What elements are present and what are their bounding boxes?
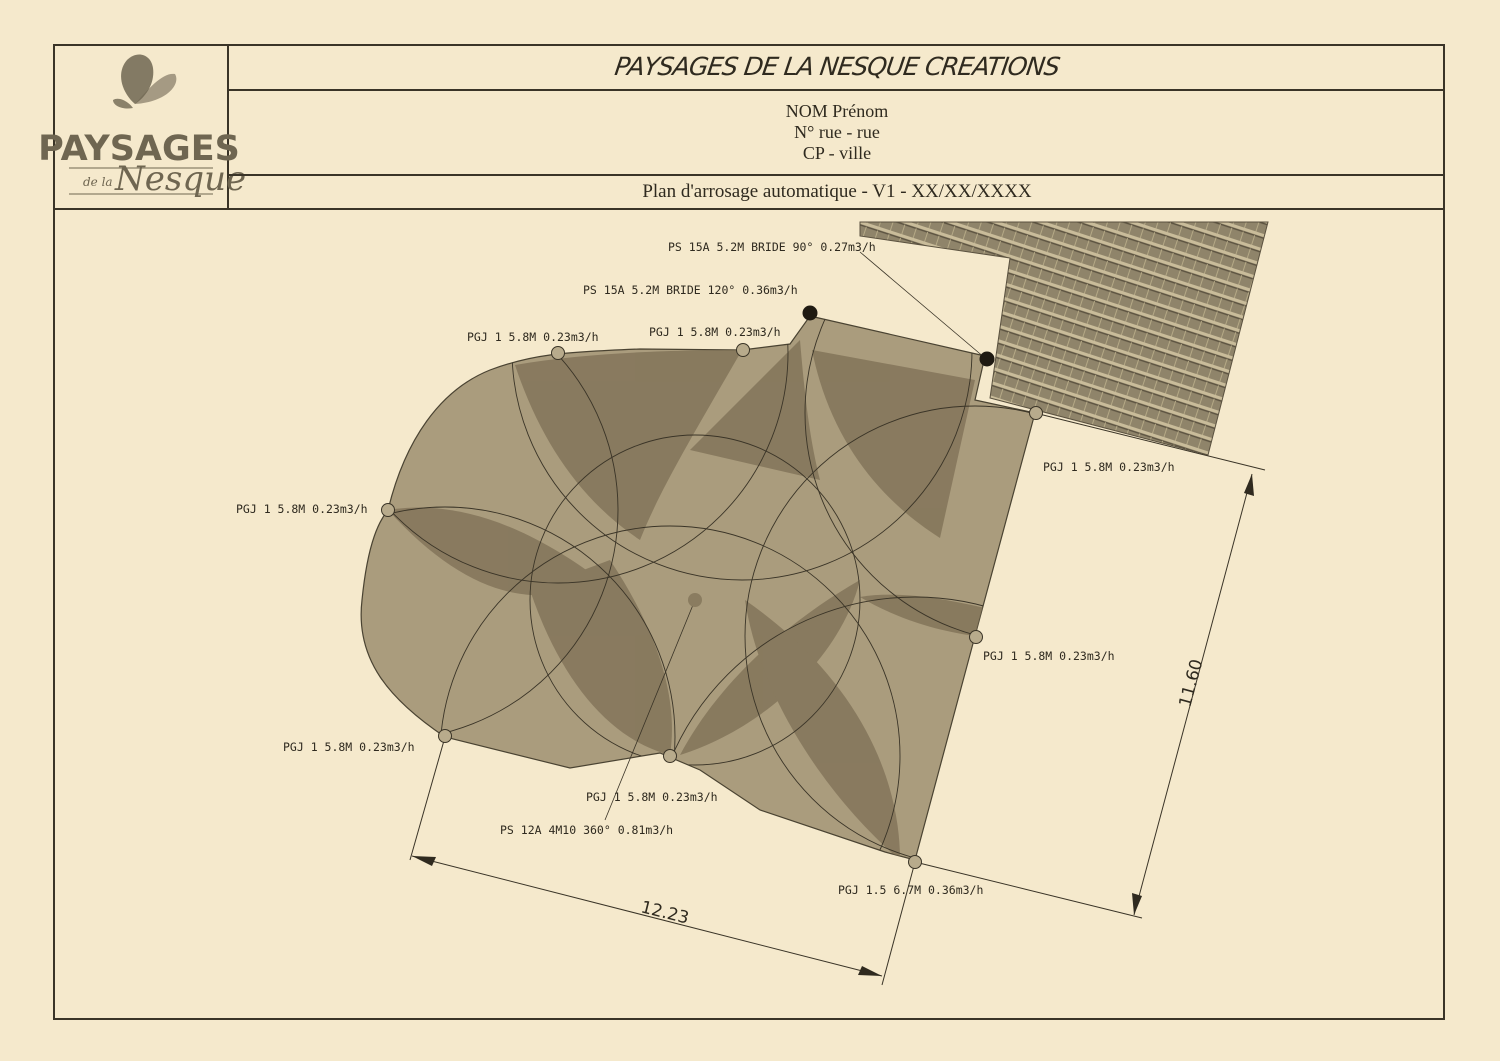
sprinkler-pgj-bottom-left: [439, 730, 452, 743]
label-ps15a-90: PS 15A 5.2M BRIDE 90° 0.27m3/h: [668, 240, 876, 254]
sprinkler-ps15a-90: [980, 352, 995, 367]
plan-title: Plan d'arrosage automatique - V1 - XX/XX/XXXX: [642, 181, 1032, 202]
label-ps15a-120: PS 15A 5.2M BRIDE 120° 0.36m3/h: [583, 283, 798, 297]
company-name: PAYSAGES DE LA NESQUE CREATIONS: [612, 52, 1062, 81]
sprinkler-pgj-left: [382, 504, 395, 517]
logo-word: PAYSAGES: [38, 129, 240, 169]
label-pgj-top-mid: PGJ 1 5.8M 0.23m3/h: [649, 325, 781, 339]
sprinkler-pgj-bottom-right: [909, 856, 922, 869]
label-pgj-top-left: PGJ 1 5.8M 0.23m3/h: [467, 330, 599, 344]
sprinkler-ps15a-120: [803, 306, 818, 321]
dimension-height: 11.60: [1175, 657, 1208, 710]
sprinkler-ps12a-center: [688, 593, 702, 607]
label-pgj-bottom-mid: PGJ 1 5.8M 0.23m3/h: [586, 790, 718, 804]
sprinkler-pgj-right-mid: [970, 631, 983, 644]
label-pgj-bottom-right: PGJ 1.5 6.7M 0.36m3/h: [838, 883, 984, 897]
dimension-width: 12.23: [638, 897, 691, 929]
client-city: CP - ville: [802, 143, 872, 163]
logo-small-text: de la: [83, 175, 113, 189]
sprinkler-pgj-bottom-mid: [664, 750, 677, 763]
client-name: NOM Prénom: [785, 101, 889, 121]
label-pgj-right-mid: PGJ 1 5.8M 0.23m3/h: [983, 649, 1115, 663]
client-street: N° rue - rue: [794, 122, 880, 142]
sprinkler-pgj-right-top: [1030, 407, 1043, 420]
label-ps12a: PS 12A 4M10 360° 0.81m3/h: [500, 823, 674, 837]
label-pgj-right-top: PGJ 1 5.8M 0.23m3/h: [1043, 460, 1175, 474]
sprinkler-pgj-top-mid: [737, 344, 750, 357]
label-pgj-bottom-left: PGJ 1 5.8M 0.23m3/h: [283, 740, 415, 754]
sprinkler-pgj-top-left: [552, 347, 565, 360]
label-pgj-left: PGJ 1 5.8M 0.23m3/h: [236, 502, 368, 516]
logo-script: Nesque: [115, 159, 247, 199]
